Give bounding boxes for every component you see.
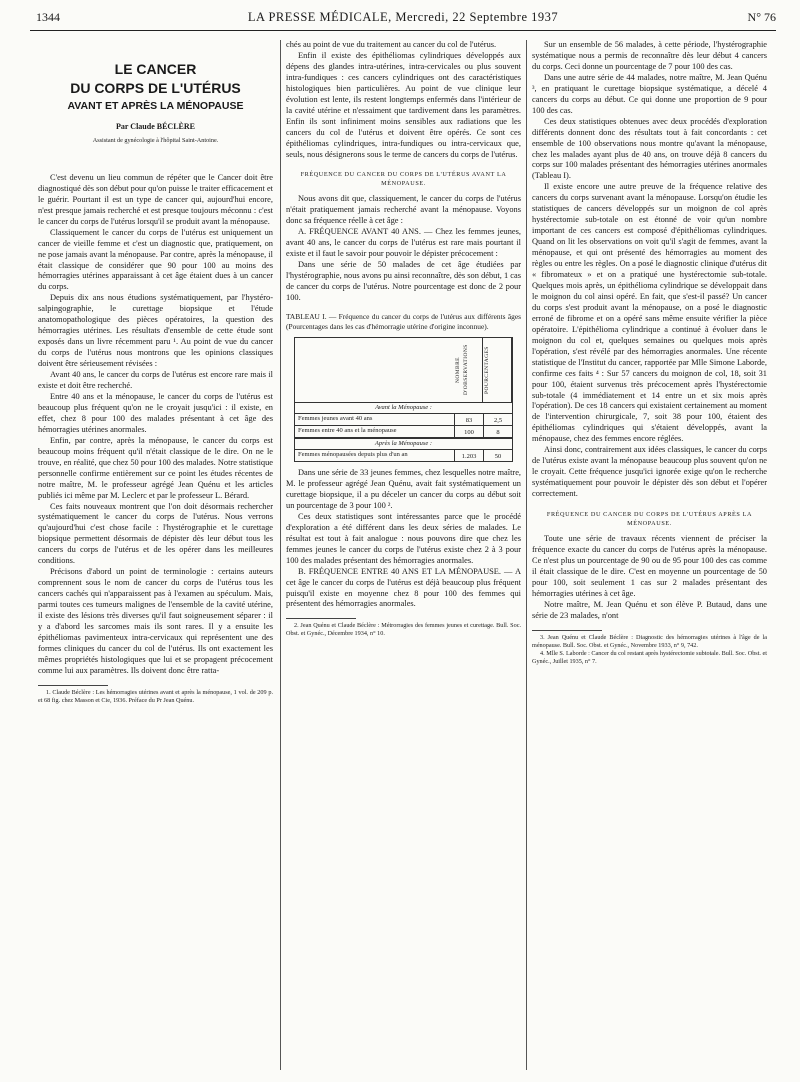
article-title (38, 60, 273, 114)
row-label: Femmes ménopausées depuis plus d'un an (298, 451, 408, 459)
table-row (295, 414, 512, 426)
paragraph: C'est devenu un lieu commun de répéter que le Cancer doit être diagnostiqué dès son début pour qu'on puisse le traiter efficacement et le guérir. Pourtant il est un type de cancer qui, aujourd'hui encore, n'est presque jamais recherché et est presque toujours méconnu : c'est le cancer du corps de l'utérus lorsqu'il se produit avant la ménopause. (38, 172, 273, 226)
table-group-label: Après la Ménopause : (295, 438, 512, 450)
table-row (295, 426, 512, 438)
footnote: 4. Mlle S. Laborde : Cancer du col restant après hystérectomie subtotale. Bull. Soc. Obst. et Gynéc., Juillet 1935, n° 7. (532, 649, 767, 665)
affiliation: Assistant de gynécologie à l'hôpital Saint-Antoine. (92, 136, 219, 144)
footnote-rule (38, 685, 108, 686)
paragraph: Enfin, par contre, après la ménopause, le cancer du corps est beaucoup moins fréquent qu'il n'était classique de le dire. On ne le trouve, en réalité, que chez 50 pour 100 des malades. Notre statistique personnelle confirme entièrement sur ce point les études récentes de notre maître, M. le professeur agrégé Jean Quénu et les articles publiés ici même par M. Leclerc et par le professeur L. Bérard. (38, 435, 273, 500)
frequency-table (294, 337, 513, 462)
cell-observations: 1.203 (454, 450, 483, 461)
table-row (295, 450, 512, 461)
section-heading: FRÉQUENCE DU CANCER DU CORPS DE L'UTÉRUS APRÈS LA MÉNOPAUSE. (546, 511, 753, 528)
footnote: 1. Claude Béclère : Les hémorragies utérines avant et après la ménopause, 1 vol. de 209 p. et 68 fig. chez Masson et Cie, 1936. Préface du Pr Jean Quénu. (38, 688, 273, 704)
footnote-rule (532, 630, 602, 631)
cell-percentage: 8 (483, 426, 512, 437)
footnote: 2. Jean Quénu et Claude Béclère : Métrorragies des femmes jeunes et curettage. Bull. Soc. Obst. et Gynéc., Décembre 1934, n° 10. (286, 622, 521, 638)
paragraph: Ainsi donc, contrairement aux idées classiques, le cancer du corps de l'utérus existe avant la ménopause beaucoup plus souvent qu'on ne le croyait. Cette fréquence jusqu'ici ignorée exige qu'on le recherche systématiquement pour pouvoir le dépister dès son début et l'opérer correctement. (532, 445, 767, 499)
table-caption: TABLEAU I. — Fréquence du cancer du corps de l'utérus aux différents âges (Pourcentages dans les cas d'hémorragie utérine d'origine inconnue). (286, 312, 521, 331)
row-label: Femmes jeunes avant 40 ans (298, 415, 373, 423)
journal-header: LA PRESSE MÉDICALE, Mercredi, 22 Septembre 1937 (247, 10, 559, 24)
table-group-label: Avant la Ménopause : (295, 403, 512, 414)
table-header (295, 338, 512, 403)
column-2 (286, 40, 521, 638)
paragraph: Sur un ensemble de 56 malades, à cette période, l'hystérographie systématique nous a permis de reconnaître dès leur début 4 cancers du corps. Ceci donne un pourcentage de 7 pour 100 des cas. (532, 40, 767, 71)
paragraph: Ces deux statistiques obtenues avec deux procédés d'exploration différents donnent donc des résultats tout à fait concordants : cet ensemble de 100 observations nous montre qu'avant la ménopause, chez les malades ayant plus de 40 ans, on trouve déjà 8 cancers du corps sur 100 malades présentant des hémorragies utérines anormales (Tableau I). (532, 116, 767, 181)
row-label: Femmes entre 40 ans et la ménopause (298, 427, 397, 435)
subsection-paragraph: B. FRÉQUENCE ENTRE 40 ANS ET LA MÉNOPAUSE. — A cet âge le cancer du corps de l'utérus est déjà beaucoup plus fréquent puisqu'il existe en moyenne chez 8 pour 100 des femmes qui présentent des hémorragies anormales. (286, 566, 521, 609)
page-number: 1344 (36, 10, 60, 24)
cell-percentage: 50 (483, 450, 512, 461)
paragraph: chés au point de vue du traitement au cancer du col de l'utérus. (286, 40, 497, 49)
paragraph: Dans une autre série de 44 malades, notre maître, M. Jean Quénu ³, en pratiquant le curettage biopsique systématique, a décelé 4 cancers du corps au début. Ce qui donne une proportion de 9 pour 100 des cas. (532, 72, 767, 115)
column-3 (532, 40, 767, 666)
page-header (30, 10, 776, 32)
paragraph: Dans une série de 50 malades de cet âge étudiées par l'hystérographie, nous avons pu ainsi reconnaître, dès son début, 1 cas de cancer du corps de l'utérus. Notre pourcentage est donc de 2 pour 100. (286, 260, 521, 303)
footnote-rule (286, 618, 356, 619)
paragraph: Depuis dix ans nous étudions systématiquement, par l'hystéro-salpingographie, le curettage biopsique et l'étude anatomopathologique des pièces opératoires, la question des hémorragies utérines. Les résultats d'ensemble de cette étude sont exposés dans un livre récemment paru ¹. Au point de vue du cancer du corps de l'utérus nous montrons que les opinions classiques doivent être sérieusement révisées : (38, 293, 273, 369)
author: Par Claude BÉCLÈRE (116, 122, 195, 131)
subsection-paragraph: A. FRÉQUENCE AVANT 40 ANS. — Chez les femmes jeunes, avant 40 ans, le cancer du corps de l'utérus est rare mais pourtant il existe et il faut le savoir pour pouvoir le dépister précocement : (286, 227, 521, 259)
column-header-percentages: POURCENTAGES (483, 338, 512, 402)
title-line-3: AVANT ET APRÈS LA MÉNOPAUSE (67, 100, 244, 112)
paragraph: Précisons d'abord un point de terminologie : certains auteurs comprennent sous le nom de cancer du corps de l'utérus tous les cancers cachés qui n'apparaissent pas à l'examen au spéculum. Mais, parmi toutes ces tumeurs malignes de l'ensemble de la cavité utérine, il existe des lésions très diverses qu'il faut soigneusement séparer : il y a d'abord les sarcomes mais ils sont rares. Il y a ensuite les épithéliomas pavimenteux intra-cervicaux qui représentent une des formes cliniques du cancer du col de l'utérus. Ils ont exactement les mêmes propriétés histologiques que lui et se propagent précocement comme lui aux paramètres. Ils doivent donc être ratta- (38, 567, 273, 675)
paragraph: Classiquement le cancer du corps de l'utérus est uniquement un cancer de vieille femme et c'est un diagnostic que, pratiquement, on ne pose jamais avant la ménopause. Par contre, après la ménopause, il était classique de considérer que 90 pour 100 au moins des hémorragies utérines apparaissant à cet âge étaient dues à un cancer du corps. (38, 227, 273, 292)
paragraph: Ces deux statistiques sont intéressantes parce que le procédé d'exploration a été différent dans les deux séries de malades. Le résultat est tout à fait analogue : nous pouvons dire que chez les femmes jeunes le cancer du corps de l'utérus existe chez 2 à 3 pour 100 des malades présentant des hémorragies anormales. (286, 511, 521, 565)
paragraph: Notre maître, M. Jean Quénu et son élève P. Butaud, dans une série de 23 malades, n'ont (532, 599, 767, 620)
title-line-1: LE CANCER (114, 61, 197, 77)
column-divider (526, 40, 527, 1070)
cell-observations: 83 (454, 414, 483, 425)
section-heading: FRÉQUENCE DU CANCER DU CORPS DE L'UTÉRUS AVANT LA MÉNOPAUSE. (300, 171, 507, 188)
issue-number: N° 76 (747, 10, 776, 24)
footnote: 3. Jean Quénu et Claude Béclère : Diagnostic des hémorragies utérines à l'âge de la ménopause. Bull. Soc. Obst. et Gynéc., Novembre 1933, n° 9, 742. (532, 633, 767, 649)
paragraph: Nous avons dit que, classiquement, le cancer du corps de l'utérus n'était pratiquement jamais recherché avant la ménopause. Voyons donc sa fréquence réelle à cet âge : (286, 194, 521, 226)
paragraph: Enfin il existe des épithéliomas cylindriques développés aux dépens des glandes intra-utérines, intra-cervicales ou plus souvent intra-fundiques : ces cancers cylindriques ont des caractéristiques histologiques bien particulières. Au point de vue clinique leur évolution est lente, ils restent longtemps enfermés dans l'intérieur de la cavité utérine et n'essaiment que tardivement dans les paramètres. Enfin ils sont infiniment moins sensibles aux radiations que les cancers du col de l'utérus et doivent être opérés. Ce sont ces épithéliomas cylindriques, intra-fundiques ou intra-cervicaux que, seuls, nous désignerons sous le terme de cancers du corps de l'utérus. (286, 50, 521, 159)
paragraph: Entre 40 ans et la ménopause, le cancer du corps de l'utérus est beaucoup plus fréquent qu'on ne le croyait jusqu'ici : il existe, en effet, chez 8 pour 100 des malades présentant à cet âge des hémorragies utérines anormales. (38, 391, 273, 434)
paragraph: Avant 40 ans, le cancer du corps de l'utérus est encore rare mais il existe et doit être recherché. (38, 370, 273, 391)
paragraph: Ces faits nouveaux montrent que l'on doit désormais rechercher systématiquement le cancer du corps de l'utérus. Nous verrons qu'aujourd'hui c'est chose facile : l'hystérographie et le curettage biopsique permettent désormais de dépister dès leur début tous les cancers du corps de l'utérus et de les opérer dans les meilleures conditions. (38, 501, 273, 566)
header-rule (30, 30, 776, 31)
paragraph: Il existe encore une autre preuve de la fréquence relative des cancers du corps survenant avant la ménopause. Lorsqu'on étudie les statistiques de cancers développés sur un moignon de col après hystérectomie sub-totale on est étonné de voir qu'un nombre important de ces cancers est composé d'épithéliomas cylindriques. Quand on lit les observations on voit qu'il s'agit de femmes, avant la ménopause, et qui ont présenté des hémorragies au moment des règles ou entre les règles. On a posé le diagnostic clinique d'utérus dit « fibromateux » et on a pratiqué une hystérectomie sub-totale. Quelques mois après, un épithélioma cylindrique se développait dans le moignon du col ainsi opéré. En fait, que s'est-il passé? Un cancer du corps s'est produit avant la ménopause, on a posé le diagnostic erroné de fibrome et on a opéré sans même ensuite vérifier la pièce opératoire. L'épithélioma cylindrique a continué à évoluer dans le moignon du col et, quelques semaines ou quelques mois après l'opération, s'est révélé par des hémorragies anormales. Une récente statistique de l'Institut du cancer, rapportée par Mlle Simone Laborde, confirme ces faits ⁴ : Sur 57 cancers du moignon de col, 18, soit 31 pour 100, étaient survenus très précocement après l'hystérectomie sub-totale (4 immédiatement et 14 entre un et six mois après l'opération). De ces 18 cancers qui existaient certainement au moment de l'intervention chirurgicale, 7, soit 38 pour 100, étaient des épithéliomas cylindriques qui s'étaient développés, avant la ménopause, chez des femmes encore réglées. (532, 182, 767, 444)
column-header-observations: NOMBRE D'OBSERVATIONS (454, 338, 483, 402)
paragraph: Toute une série de travaux récents viennent de préciser la fréquence exacte du cancer du corps de l'utérus après la ménopause. Ce n'est plus un pourcentage de 90 ou de 95 pour 100 des cas comme il était classique de le dire. C'est en moyenne un pourcentage de 50 pour 100, soit seulement 1 cas sur 2 malades présentant des hémorragies utérines à cet âge. (532, 534, 767, 598)
paragraph: Dans une série de 33 jeunes femmes, chez lesquelles notre maître, M. le professeur agrégé Jean Quénu, avait fait systématiquement un curettage biopsique, il a pu déceler un cancer du corps au début soit un pourcentage de 3 pour 100 ². (286, 468, 521, 510)
title-line-2: DU CORPS DE L'UTÉRUS (70, 80, 241, 96)
column-1 (38, 40, 273, 705)
column-divider (280, 40, 281, 1070)
cell-percentage: 2,5 (483, 414, 512, 425)
cell-observations: 100 (454, 426, 483, 437)
